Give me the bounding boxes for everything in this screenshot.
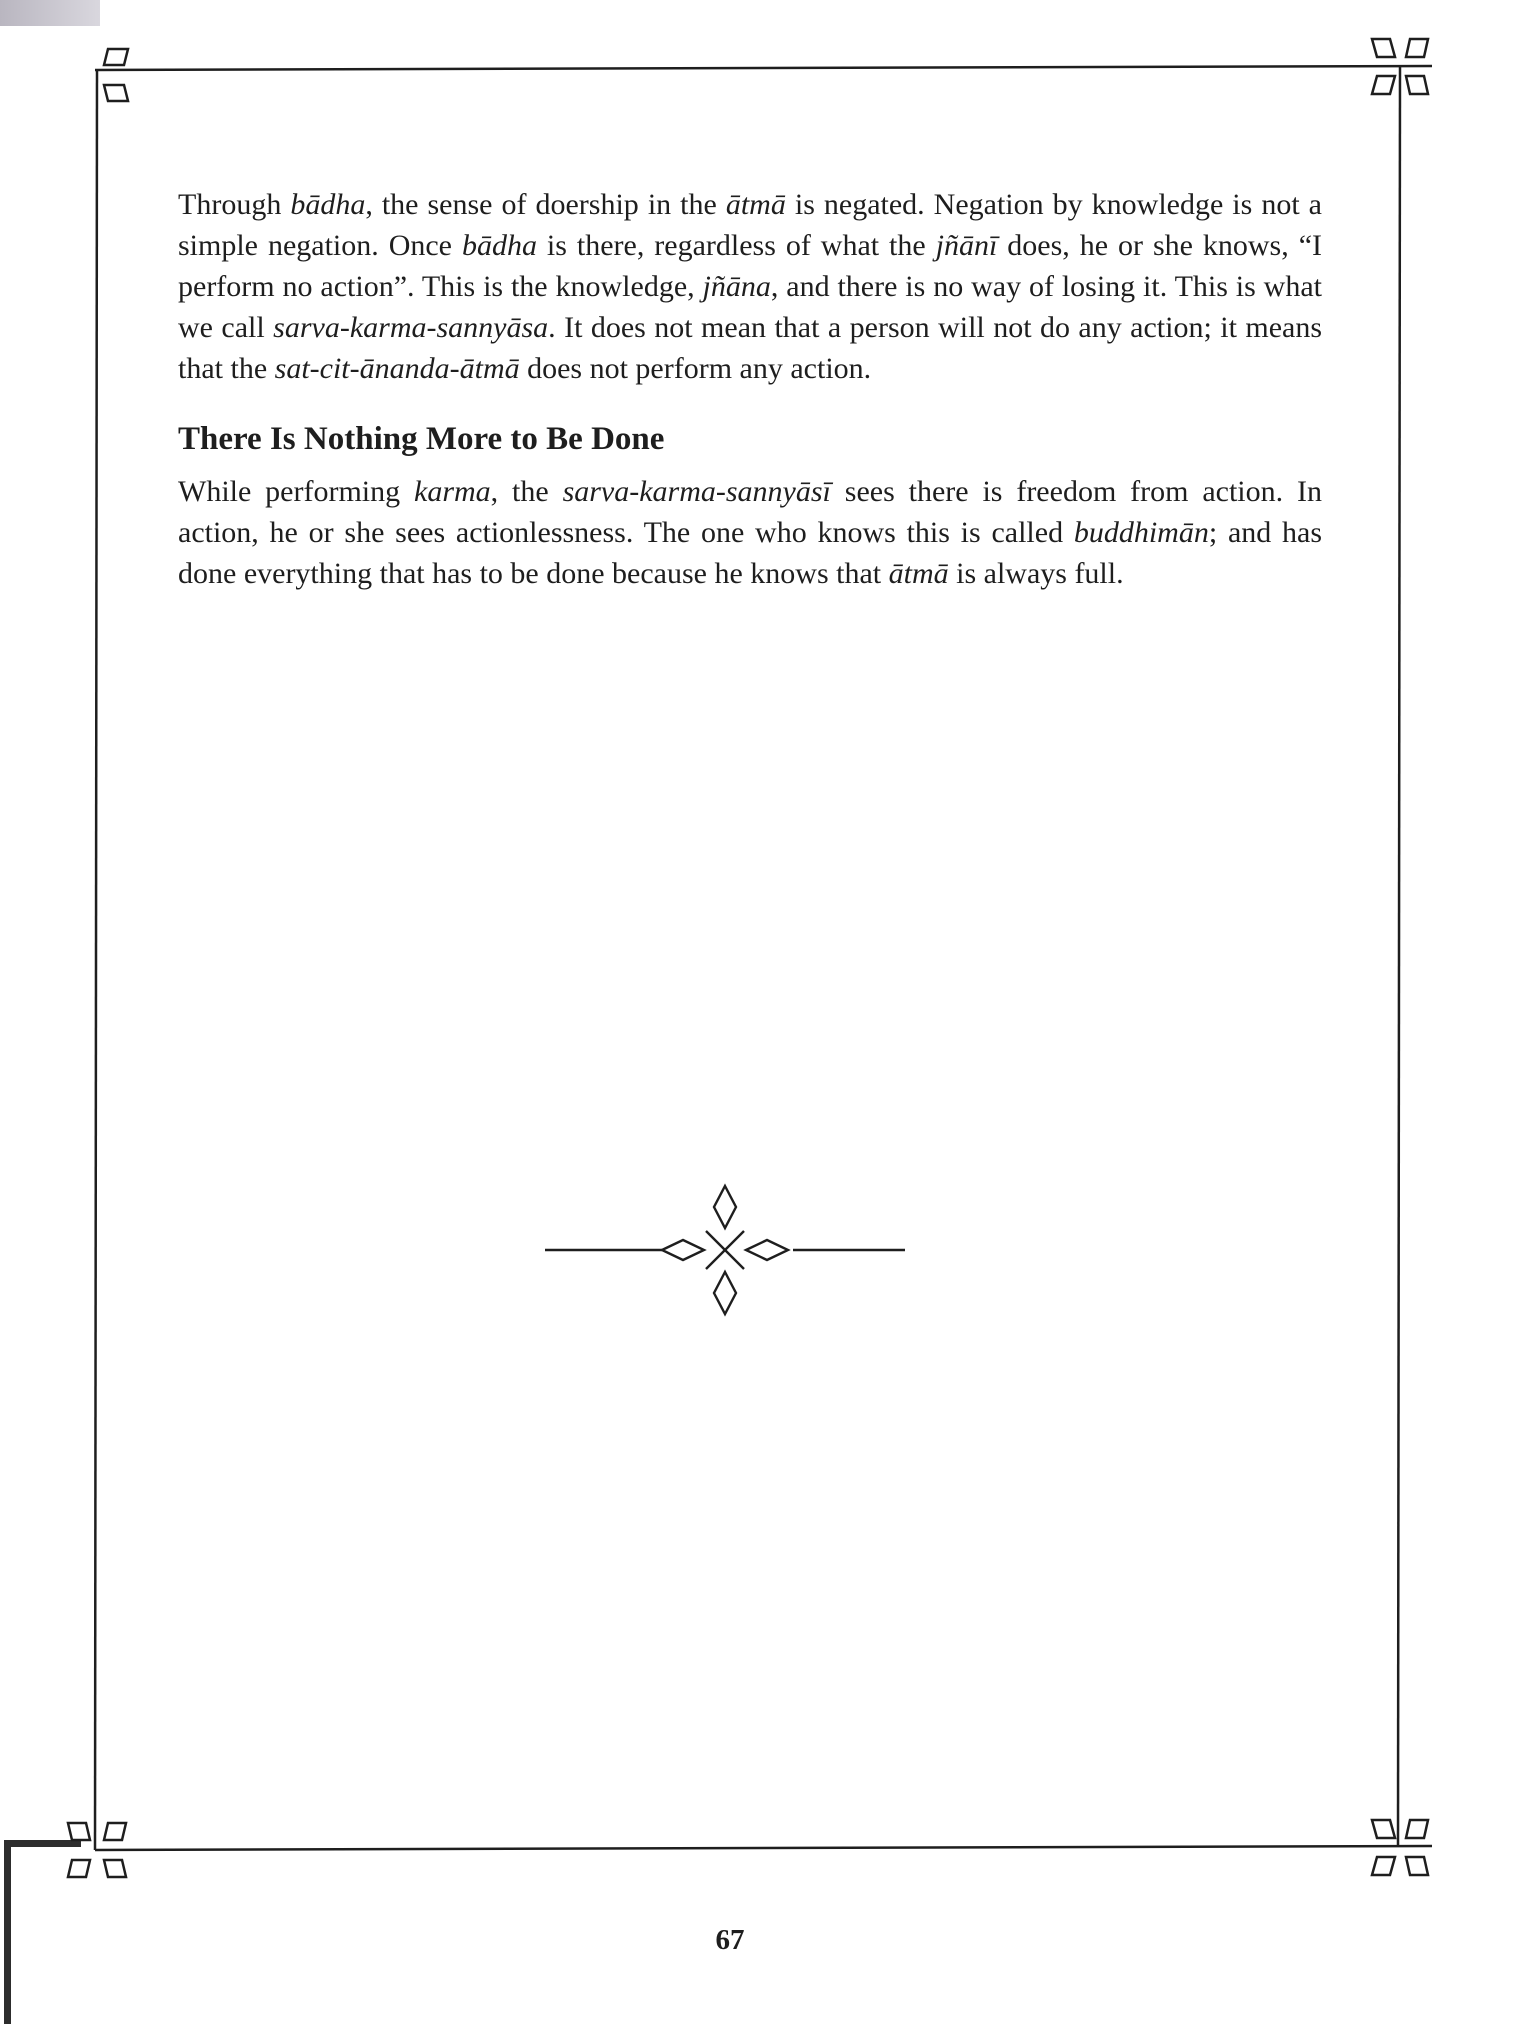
text-run: Through xyxy=(178,188,291,221)
text-run: is there, regardless of what the xyxy=(536,229,936,262)
italic-term: karma xyxy=(414,475,491,508)
italic-term: ātmā xyxy=(725,188,786,221)
text-run: , the sense of doership in the xyxy=(365,188,726,221)
italic-term: ātmā xyxy=(888,557,949,590)
italic-term: sat-cit-ānanda-ātmā xyxy=(274,352,520,385)
text-run: , and there is no way of losing it. This is what we call xyxy=(178,270,1322,344)
section-heading: There Is Nothing More to Be Done xyxy=(178,421,665,457)
text-run: sees there is freedom from action. In action, he or she sees actionlessness. The one who knows this is called xyxy=(178,475,1323,549)
body-paragraph-1 xyxy=(178,184,1322,389)
italic-term: sarva-karma-sannyāsī xyxy=(562,475,831,508)
corner-ornament-bottom-right xyxy=(1372,1820,1428,1875)
page-content xyxy=(178,184,1322,594)
text-run: does not perform any action. xyxy=(519,352,872,385)
italic-term: jñāna xyxy=(702,270,771,303)
text-run: is always full. xyxy=(948,557,1124,590)
corner-ornament-top-right xyxy=(1372,39,1428,94)
italic-term: sarva-karma-sannyāsa xyxy=(273,311,549,344)
italic-term: bādha xyxy=(290,188,366,221)
text-run: is negated. Negation by knowledge is not a simple negation. Once xyxy=(178,188,1322,262)
scan-binding-edge xyxy=(4,1840,81,2024)
text-run: does, he or she knows, “I perform no action”. This is the knowledge, xyxy=(178,229,1322,303)
italic-term: jñānī xyxy=(935,229,998,262)
italic-term: buddhimān xyxy=(1073,516,1209,549)
scan-edge-mark xyxy=(0,0,100,26)
diamond-cross-divider-icon xyxy=(540,1180,910,1320)
page-number: 67 xyxy=(715,1924,745,1956)
text-run: . It does not mean that a person will not do any action; it means that the xyxy=(178,311,1322,385)
text-run: ; and has done everything that has to be done because he knows that xyxy=(178,516,1323,590)
corner-ornament-top-left xyxy=(104,49,128,101)
text-run: While performing xyxy=(178,475,415,508)
text-run: , the xyxy=(490,475,563,508)
body-paragraph-2 xyxy=(178,471,1322,594)
italic-term: bādha xyxy=(461,229,537,262)
